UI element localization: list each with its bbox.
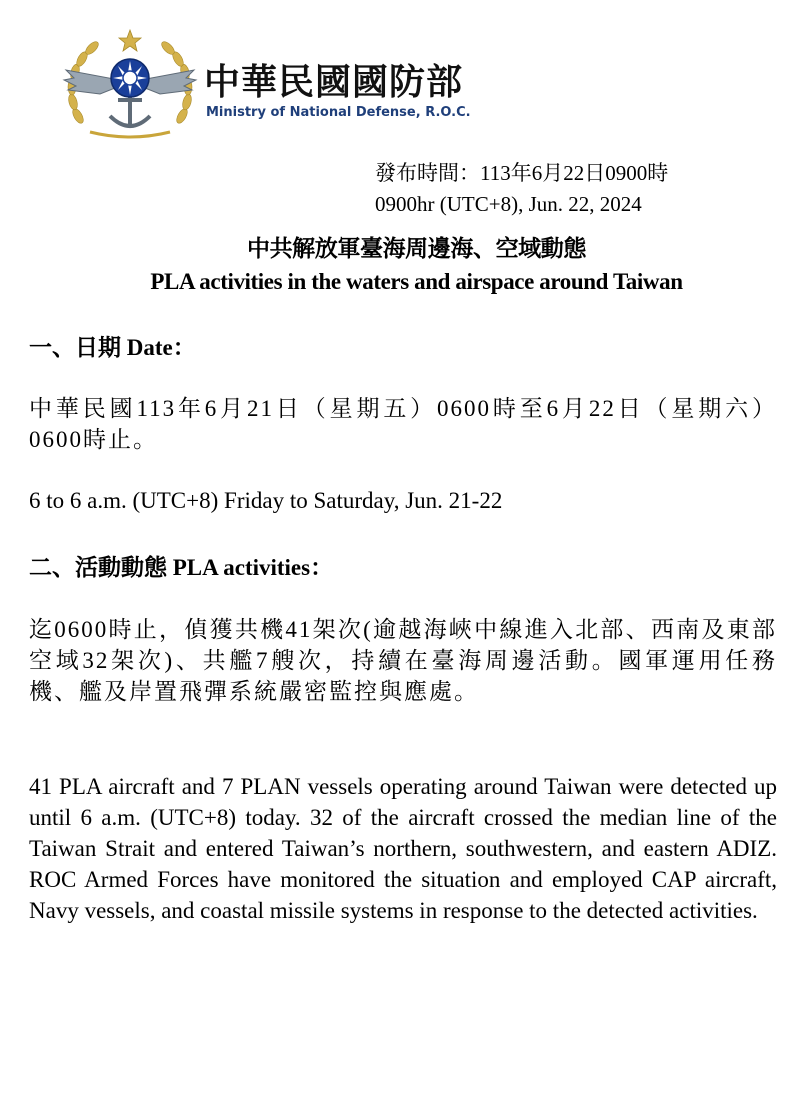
section-heading-activities: 二、活動動態 PLA activities： bbox=[29, 555, 334, 580]
release-time-en: 0900hr (UTC+8), Jun. 22, 2024 bbox=[375, 192, 642, 216]
ministry-header bbox=[60, 24, 540, 144]
activities-text-zh: 迄0600時止，偵獲共機41架次(逾越海峽中線進入北部、西南及東部空域32架次)、共艦7艘次，持續在臺海周邊活動。國軍運用任務機、艦及岸置飛彈系統嚴密監控與應處。 bbox=[29, 617, 777, 704]
release-time bbox=[375, 158, 668, 220]
date-text-en: 6 to 6 a.m. (UTC+8) Friday to Saturday, Jun. 21-22 bbox=[29, 488, 503, 513]
release-time-zh: 發布時間：113年6月22日0900時 bbox=[375, 161, 669, 185]
activities-text-en: 41 PLA aircraft and 7 PLAN vessels operating around Taiwan were detected up until 6 a.m. (UTC+8) today. 32 of the aircraft crossed the median line of the Taiwan Strait and entered Taiwan’s northern, southwestern, and eastern ADIZ. ROC Armed Forces have monitored the situation and employed CAP aircraft, Navy vessels, and coastal missile systems in response to the detected activities. bbox=[29, 774, 777, 923]
org-name-en: Ministry of National Defense, R.O.C. bbox=[206, 105, 471, 120]
section-heading-date: 一、日期 Date： bbox=[29, 335, 196, 360]
page-title bbox=[60, 232, 773, 298]
date-text-zh: 中華民國113年6月21日（星期五）0600時至6月22日（星期六）0600時止。 bbox=[29, 396, 777, 452]
mnd-emblem-icon bbox=[60, 24, 200, 140]
title-en: PLA activities in the waters and airspace around Taiwan bbox=[150, 269, 683, 294]
title-zh: 中共解放軍臺海周邊海、空域動態 bbox=[246, 236, 586, 261]
org-name-zh: 中華民國國防部 bbox=[204, 62, 464, 103]
